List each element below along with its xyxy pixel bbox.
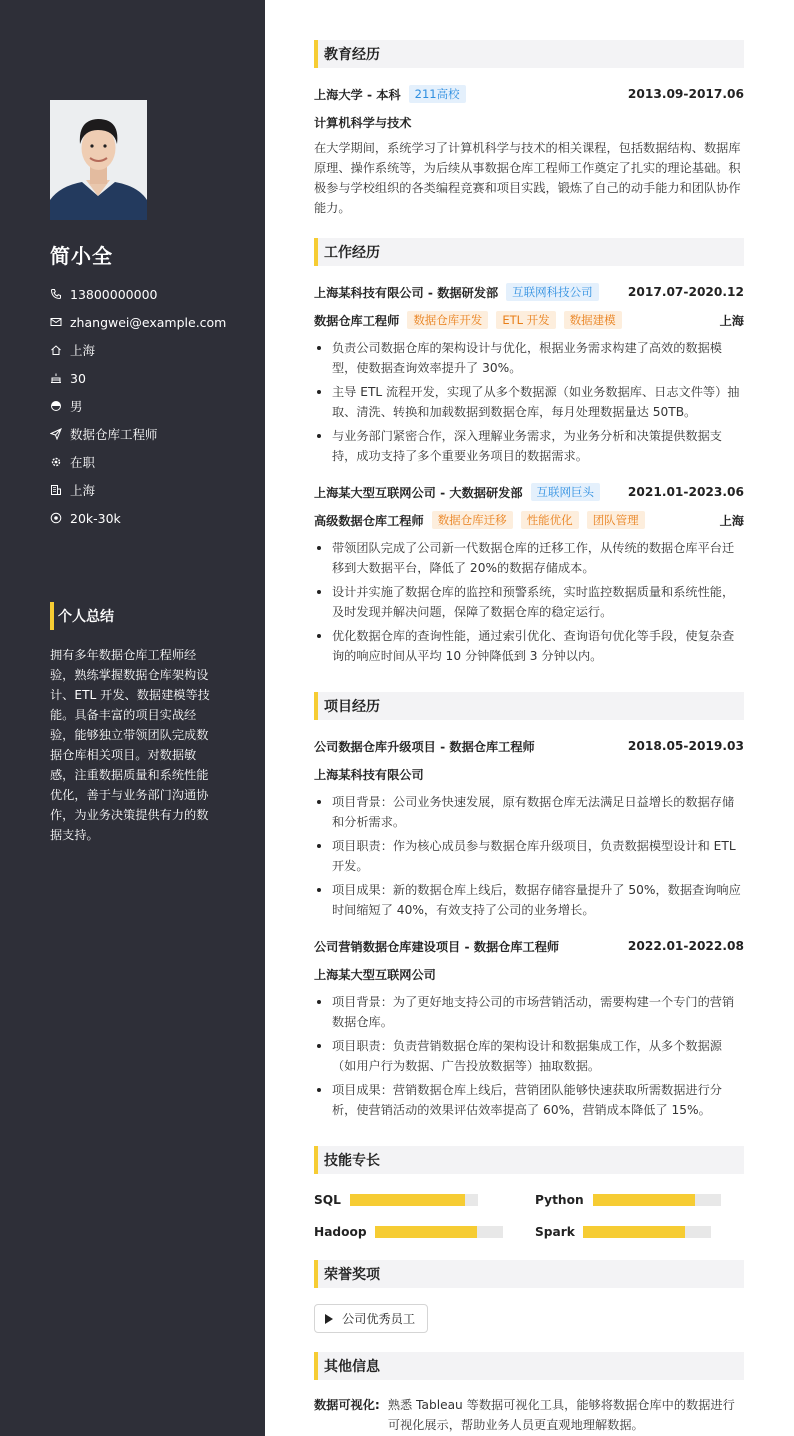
skill-name: Hadoop bbox=[314, 1225, 367, 1239]
project-2-name: 公司营销数据仓库建设项目 - 数据仓库工程师 bbox=[314, 939, 560, 954]
list-item: 负责公司数据仓库的架构设计与优化，根据业务需求构建了高效的数据模型，使数据查询效率提升了 30%。 bbox=[314, 338, 744, 378]
skill-item bbox=[314, 1222, 503, 1242]
project-1-bullets bbox=[314, 792, 744, 924]
list-item: 项目职责：负责营销数据仓库的架构设计和数据集成工作，从多个数据源（如用户行为数据、广告投放数据等）抽取数据。 bbox=[314, 1036, 744, 1076]
project-1-company: 上海某科技有限公司 bbox=[314, 767, 424, 782]
award-text: 公司优秀员工 bbox=[342, 1312, 416, 1326]
other-info-row bbox=[314, 1395, 744, 1435]
city-text: 上海 bbox=[70, 483, 96, 498]
phone-icon bbox=[50, 288, 62, 300]
gender-icon bbox=[50, 400, 62, 412]
other-label: 数据可视化: bbox=[314, 1398, 380, 1412]
home-text: 上海 bbox=[70, 343, 96, 358]
list-item: 设计并实施了数据仓库的监控和预警系统，实时监控数据质量和系统性能，及时发现并解决问题，保障了数据仓库的稳定运行。 bbox=[314, 582, 744, 622]
job-1-company: 上海某科技有限公司 - 数据研发部 bbox=[314, 285, 499, 300]
position-text: 数据仓库工程师 bbox=[70, 427, 158, 442]
building-icon bbox=[50, 484, 62, 496]
education-description: 在大学期间，系统学习了计算机科学与技术的相关课程，包括数据结构、数据库原理、操作系统等，为后续从事数据仓库工程师工作奠定了扎实的理论基础。积极参与学校组织的各类编程竞赛和项目实践，锻炼了自己的动手能力和团队协作能力。 bbox=[314, 141, 741, 215]
skill-bar bbox=[350, 1194, 478, 1206]
list-item: 项目成果：营销数据仓库上线后，营销团队能够快速获取所需数据进行分析，使营销活动的效果评估效率提高了 60%，营销成本降低了 15%。 bbox=[314, 1080, 744, 1120]
education-period: 2013.09-2017.06 bbox=[627, 87, 744, 101]
list-item: 项目成果：新的数据仓库上线后，数据存储容量提升了 50%，数据查询响应时间缩短了 40%，有效支持了公司的业务增长。 bbox=[314, 880, 744, 920]
job-1-role-row bbox=[314, 310, 744, 330]
skill-bar bbox=[593, 1194, 721, 1206]
salary-text: 20k-30k bbox=[70, 510, 121, 526]
status-text: 在职 bbox=[70, 455, 96, 470]
job-2-role-row bbox=[314, 510, 744, 530]
list-item: 项目背景：为了更好地支持公司的市场营销活动，需要构建一个专门的营销数据仓库。 bbox=[314, 992, 744, 1032]
list-item: 主导 ETL 流程开发，实现了从多个数据源（如业务数据库、日志文件等）抽取、清洗、转换和加载数据到数据仓库，每月处理数据量达 50TB。 bbox=[314, 382, 744, 422]
info-age bbox=[50, 364, 226, 392]
job-2-location: 上海 bbox=[719, 513, 744, 528]
info-salary bbox=[50, 504, 226, 532]
job-1-tag: 数据仓库开发 bbox=[407, 311, 488, 329]
skill-name: Python bbox=[535, 1193, 584, 1207]
send-icon bbox=[50, 428, 62, 440]
education-header-row bbox=[314, 84, 744, 104]
skill-item bbox=[314, 1190, 478, 1210]
project-2-period: 2022.01-2022.08 bbox=[627, 939, 744, 953]
job-1-bullets bbox=[314, 338, 744, 470]
education-major-row bbox=[314, 112, 744, 132]
other-heading: 其他信息 bbox=[314, 1352, 744, 1380]
skill-bar bbox=[583, 1226, 711, 1238]
list-item: 项目背景：公司业务快速发展，原有数据仓库无法满足日益增长的数据存储和分析需求。 bbox=[314, 792, 744, 832]
education-major: 计算机科学与技术 bbox=[314, 115, 412, 130]
skill-item bbox=[535, 1190, 721, 1210]
info-position bbox=[50, 420, 226, 448]
project-1-name: 公司数据仓库升级项目 - 数据仓库工程师 bbox=[314, 739, 535, 754]
school-tag: 211高校 bbox=[409, 85, 466, 103]
home-icon bbox=[50, 344, 62, 356]
project-2-company-row bbox=[314, 964, 744, 984]
work-heading: 工作经历 bbox=[314, 238, 744, 266]
play-icon bbox=[325, 1314, 333, 1324]
job-2-tag: 数据仓库迁移 bbox=[432, 511, 513, 529]
sidebar bbox=[0, 0, 265, 1436]
job-1-company-tag: 互联网科技公司 bbox=[506, 283, 599, 301]
job-1-tag: ETL 开发 bbox=[496, 311, 555, 329]
age-icon bbox=[50, 372, 62, 384]
job-1-role: 数据仓库工程师 bbox=[314, 313, 400, 328]
project-1-company-row bbox=[314, 764, 744, 784]
skill-name: SQL bbox=[314, 1193, 341, 1207]
gender-text: 男 bbox=[70, 399, 83, 414]
info-home bbox=[50, 336, 226, 364]
awards-heading: 荣誉奖项 bbox=[314, 1260, 744, 1288]
skill-bar-fill bbox=[375, 1226, 477, 1238]
status-icon bbox=[50, 456, 62, 468]
list-item: 优化数据仓库的查询性能，通过索引优化、查询语句优化等手段，使复杂查询的响应时间从平均 10 分钟降低到 3 分钟以内。 bbox=[314, 626, 744, 666]
salary-icon bbox=[50, 512, 62, 524]
job-1-header bbox=[314, 282, 744, 302]
info-status bbox=[50, 448, 226, 476]
job-2-role: 高级数据仓库工程师 bbox=[314, 513, 424, 528]
job-2-bullets bbox=[314, 538, 744, 670]
info-gender bbox=[50, 392, 226, 420]
project-2-header bbox=[314, 936, 744, 956]
skill-name: Spark bbox=[535, 1225, 575, 1239]
project-2-bullets bbox=[314, 992, 744, 1124]
list-item: 项目职责：作为核心成员参与数据仓库升级项目，负责数据模型设计和 ETL 开发。 bbox=[314, 836, 744, 876]
skill-bar-fill bbox=[583, 1226, 685, 1238]
award-item bbox=[314, 1304, 428, 1333]
job-1-tag: 数据建模 bbox=[564, 311, 622, 329]
job-2-header bbox=[314, 482, 744, 502]
skill-bar bbox=[375, 1226, 503, 1238]
project-1-period: 2018.05-2019.03 bbox=[627, 739, 744, 753]
info-email bbox=[50, 308, 226, 336]
info-city bbox=[50, 476, 226, 504]
job-2-company-tag: 互联网巨头 bbox=[531, 483, 601, 501]
projects-heading: 项目经历 bbox=[314, 692, 744, 720]
skills-heading: 技能专长 bbox=[314, 1146, 744, 1174]
other-text: 熟悉 Tableau 等数据可视化工具，能够将数据仓库中的数据进行可视化展示，帮助业务人员更直观地理解数据。 bbox=[387, 1398, 735, 1432]
email-text: zhangwei@example.com bbox=[70, 314, 227, 330]
list-item: 带领团队完成了公司新一代数据仓库的迁移工作，从传统的数据仓库平台迁移到大数据平台，降低了 20%的数据存储成本。 bbox=[314, 538, 744, 578]
info-phone bbox=[50, 280, 226, 308]
skill-bar-fill bbox=[593, 1194, 695, 1206]
job-2-company: 上海某大型互联网公司 - 大数据研发部 bbox=[314, 485, 523, 500]
education-heading: 教育经历 bbox=[314, 40, 744, 68]
skill-item bbox=[535, 1222, 711, 1242]
summary-heading: 个人总结 bbox=[50, 602, 114, 630]
job-1-location: 上海 bbox=[719, 313, 744, 328]
age-text: 30 bbox=[70, 370, 86, 386]
skill-bar-fill bbox=[350, 1194, 465, 1206]
contact-info-list bbox=[50, 280, 226, 532]
profile-photo bbox=[50, 100, 147, 220]
avatar-icon bbox=[50, 100, 147, 220]
job-2-tag: 性能优化 bbox=[521, 511, 579, 529]
school-name: 上海大学 - 本科 bbox=[314, 87, 401, 102]
job-1-period: 2017.07-2020.12 bbox=[627, 285, 744, 299]
phone-text: 13800000000 bbox=[70, 286, 158, 302]
list-item: 与业务部门紧密合作，深入理解业务需求，为业务分析和决策提供数据支持，成功支持了多个重要业务项目的数据需求。 bbox=[314, 426, 744, 466]
job-2-period: 2021.01-2023.06 bbox=[627, 485, 744, 499]
candidate-name: 简小全 bbox=[50, 244, 113, 268]
project-2-company: 上海某大型互联网公司 bbox=[314, 967, 436, 982]
job-2-tag: 团队管理 bbox=[587, 511, 645, 529]
summary-text: 拥有多年数据仓库工程师经验，熟练掌握数据仓库架构设计、ETL 开发、数据建模等技能。具备丰富的项目实战经验，能够独立带领团队完成数据仓库相关项目。对数据敏感，注重数据质量和系统性能优化，善于与业务部门沟通协作，为业务决策提供有力的数据支持。 bbox=[50, 648, 210, 842]
project-1-header bbox=[314, 736, 744, 756]
mail-icon bbox=[50, 316, 62, 328]
